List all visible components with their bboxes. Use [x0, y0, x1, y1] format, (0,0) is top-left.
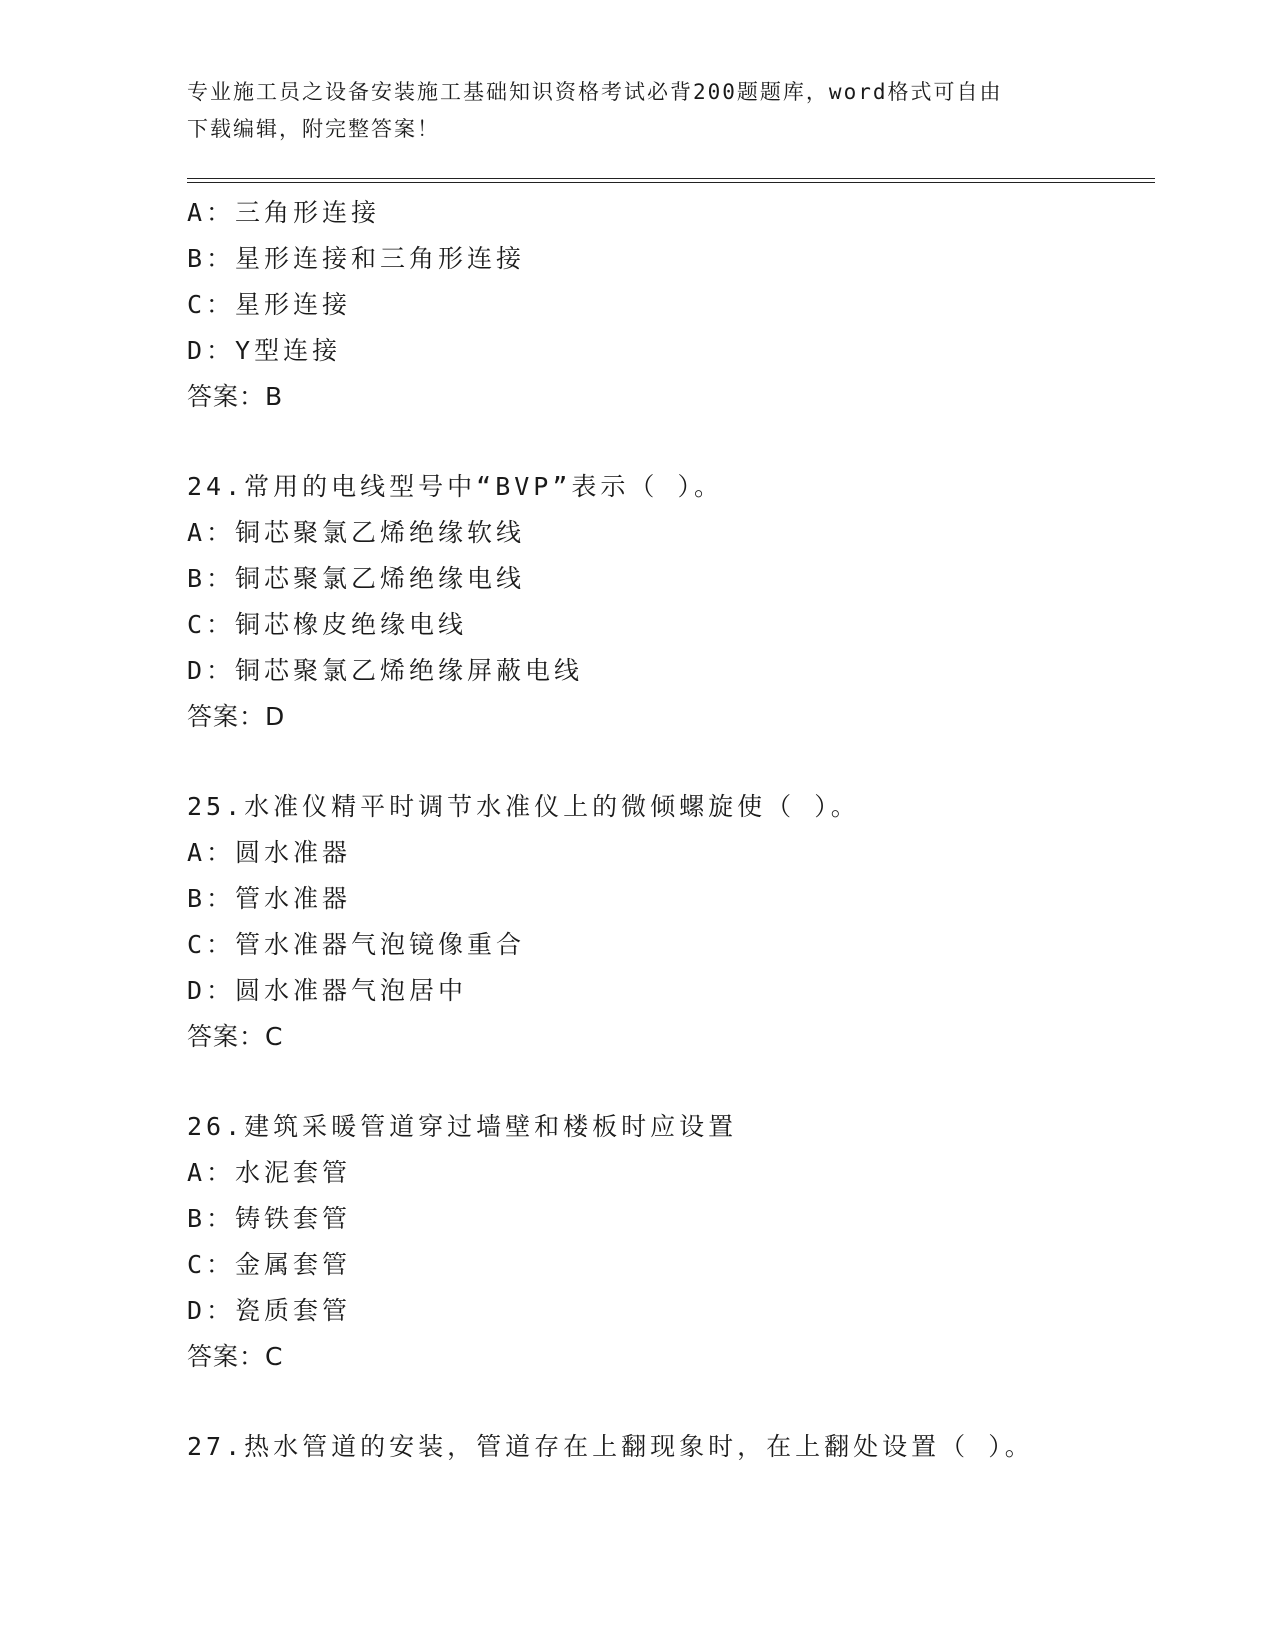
- spacer: [187, 420, 1155, 464]
- question-block-23: [187, 190, 1155, 420]
- option-b: B：星形连接和三角形连接: [187, 244, 526, 273]
- question-block-25: [187, 784, 1155, 1060]
- header-divider: [187, 178, 1155, 183]
- option-d: D：Y型连接: [187, 336, 342, 365]
- option-c: C：铜芯橡皮绝缘电线: [187, 610, 468, 639]
- question-stem: 24.常用的电线型号中“BVP”表示（ ）。: [187, 472, 723, 501]
- option-d: D：圆水准器气泡居中: [187, 976, 468, 1005]
- document-header: [187, 74, 1067, 148]
- question-stem: 26.建筑采暖管道穿过墙壁和楼板时应设置: [187, 1112, 738, 1141]
- option-a: A：水泥套管: [187, 1158, 352, 1187]
- option-a: A：铜芯聚氯乙烯绝缘软线: [187, 518, 526, 547]
- option-c: C：金属套管: [187, 1250, 352, 1279]
- question-block-24: [187, 464, 1155, 740]
- option-a: A：圆水准器: [187, 838, 352, 867]
- header-line-2: 下载编辑，附完整答案！: [187, 117, 440, 141]
- spacer: [187, 1380, 1155, 1424]
- option-c: C：星形连接: [187, 290, 352, 319]
- answer-line: 答案：C: [187, 1342, 284, 1371]
- question-stem: 27.热水管道的安装，管道存在上翻现象时，在上翻处设置（ ）。: [187, 1432, 1034, 1461]
- answer-line: 答案：D: [187, 702, 286, 731]
- header-line-1: 专业施工员之设备安装施工基础知识资格考试必背200题题库，word格式可自由: [187, 80, 1003, 104]
- option-d: D：瓷质套管: [187, 1296, 352, 1325]
- question-stem: 25.水准仪精平时调节水准仪上的微倾螺旋使（ ）。: [187, 792, 860, 821]
- option-b: B：铜芯聚氯乙烯绝缘电线: [187, 564, 526, 593]
- option-c: C：管水准器气泡镜像重合: [187, 930, 526, 959]
- option-a: A：三角形连接: [187, 198, 381, 227]
- option-b: B：铸铁套管: [187, 1204, 352, 1233]
- question-block-27: [187, 1424, 1155, 1470]
- option-d: D：铜芯聚氯乙烯绝缘屏蔽电线: [187, 656, 584, 685]
- answer-line: 答案：B: [187, 382, 284, 411]
- spacer: [187, 740, 1155, 784]
- answer-line: 答案：C: [187, 1022, 284, 1051]
- question-list: [187, 190, 1155, 1470]
- spacer: [187, 1060, 1155, 1104]
- option-b: B：管水准器: [187, 884, 352, 913]
- question-block-26: [187, 1104, 1155, 1380]
